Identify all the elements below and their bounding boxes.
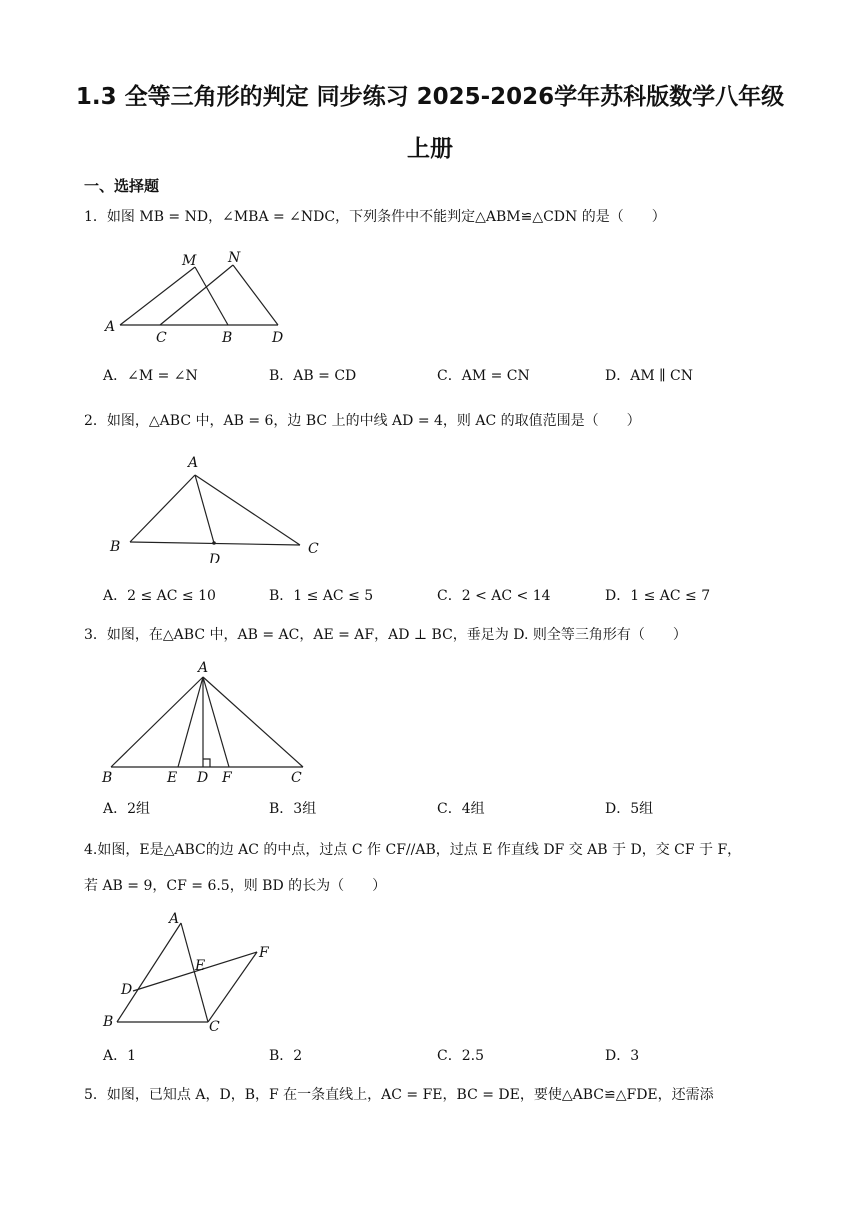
q4-label-A: A bbox=[169, 911, 180, 927]
question-4-stem: 4.如图，E是△ABC的边 AC 的中点，过点 C 作 CF//AB，过点 E 作直线 DF 交 AB 于 D，交 CF 于 F， bbox=[84, 842, 742, 858]
q2-label-C: C bbox=[308, 541, 319, 557]
q1-label-A: A bbox=[105, 319, 116, 335]
q4-option-d[interactable]: D．3 bbox=[605, 1048, 640, 1064]
q1-option-c[interactable]: C．AM = CN bbox=[437, 368, 530, 384]
q1-label-N: N bbox=[228, 250, 241, 266]
q4-label-E: E bbox=[195, 958, 206, 974]
q3-label-C: C bbox=[291, 770, 302, 785]
question-3-figure bbox=[95, 655, 325, 785]
q1-label-D: D bbox=[272, 330, 284, 345]
q4-label-D: D bbox=[121, 982, 133, 998]
q3-label-F: F bbox=[222, 770, 232, 785]
q3-option-b[interactable]: B．3组 bbox=[269, 801, 317, 817]
doc-title-line2: 上册 bbox=[407, 136, 453, 162]
q4-option-a[interactable]: A．1 bbox=[103, 1048, 137, 1064]
q1-option-b[interactable]: B．AB = CD bbox=[269, 368, 357, 384]
q4-option-c[interactable]: C．2.5 bbox=[437, 1048, 484, 1064]
q3-label-E: E bbox=[167, 770, 178, 785]
q3-option-d[interactable]: D．5组 bbox=[605, 801, 654, 817]
question-3-stem: 3．如图，在△ABC 中，AB = AC，AE = AF，AD ⊥ BC，垂足为 D. 则全等三角形有（ ） bbox=[84, 627, 687, 643]
q4-option-b[interactable]: B．2 bbox=[269, 1048, 303, 1064]
question-5-stem: 5．如图，已知点 A，D，B，F 在一条直线上，AC = FE，BC = DE，要使△ABC≌△FDE，还需添 bbox=[84, 1087, 714, 1103]
section-heading: 一、选择题 bbox=[84, 177, 160, 195]
q2-option-d[interactable]: D．1 ≤ AC ≤ 7 bbox=[605, 588, 711, 604]
q3-label-B: B bbox=[102, 770, 113, 785]
question-2-figure bbox=[100, 448, 340, 563]
q2-option-a[interactable]: A．2 ≤ AC ≤ 10 bbox=[103, 588, 216, 604]
q4-label-B: B bbox=[103, 1014, 114, 1030]
question-4-stem-line2: 若 AB = 9，CF = 6.5，则 BD 的长为（ ） bbox=[84, 878, 387, 894]
question-2-stem: 2．如图，△ABC 中，AB = 6，边 BC 上的中线 AD = 4，则 AC 的取值范围是（ ） bbox=[84, 413, 641, 429]
q3-label-A: A bbox=[198, 660, 209, 676]
q2-label-A: A bbox=[188, 455, 199, 471]
doc-title-line1: 1.3 全等三角形的判定 同步练习 2025-2026学年苏科版数学八年级 bbox=[75, 84, 785, 110]
question-1-figure bbox=[100, 245, 300, 345]
q3-label-D: D bbox=[197, 770, 209, 785]
q2-label-B: B bbox=[110, 539, 121, 555]
q4-label-C: C bbox=[209, 1019, 220, 1035]
q1-option-d[interactable]: D．AM ∥ CN bbox=[605, 368, 693, 384]
question-4-figure bbox=[95, 905, 295, 1035]
q3-option-c[interactable]: C．4组 bbox=[437, 801, 485, 817]
q1-label-C: C bbox=[156, 330, 167, 345]
q3-option-a[interactable]: A．2组 bbox=[103, 801, 151, 817]
q1-label-B: B bbox=[222, 330, 233, 345]
q4-label-F: F bbox=[259, 945, 269, 961]
q2-option-b[interactable]: B．1 ≤ AC ≤ 5 bbox=[269, 588, 374, 604]
q2-label-D: D bbox=[209, 552, 221, 563]
q2-option-c[interactable]: C．2 < AC < 14 bbox=[437, 588, 551, 604]
question-1-stem: 1．如图 MB = ND，∠MBA = ∠NDC，下列条件中不能判定△ABM≌△CDN 的是（ ） bbox=[84, 209, 666, 225]
q1-label-M: M bbox=[182, 253, 197, 269]
q1-option-a[interactable]: A．∠M = ∠N bbox=[103, 368, 198, 384]
